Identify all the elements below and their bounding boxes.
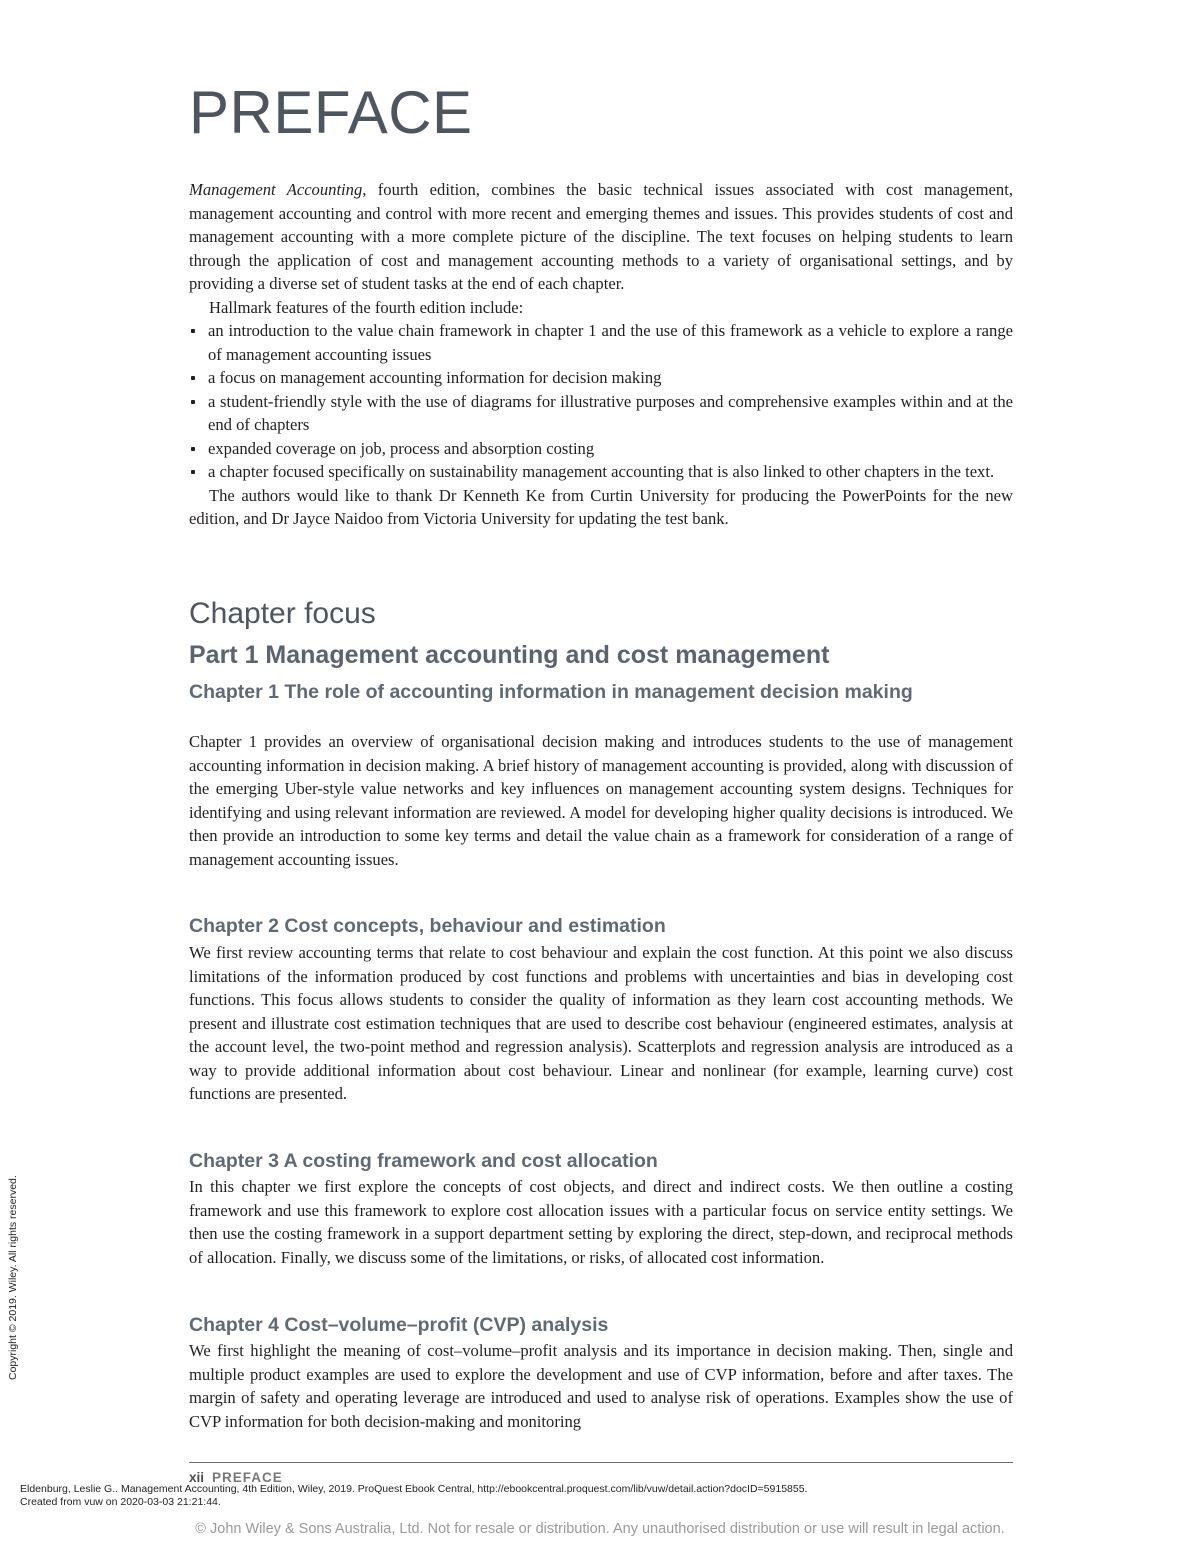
feature-item: a student-friendly style with the use of diagrams for illustrative purposes and comprehensive examples within and at the end of chapters — [189, 390, 1013, 437]
feature-item: a chapter focused specifically on sustainability management accounting that is also linked to other chapters in the text. — [189, 460, 1013, 484]
intro-section — [189, 178, 1013, 531]
chapter-heading: Chapter 3 A costing framework and cost allocation — [189, 1150, 658, 1172]
citation-block — [20, 1483, 807, 1509]
chapter-heading: Chapter 2 Cost concepts, behaviour and estimation — [189, 915, 666, 937]
hallmark-intro: Hallmark features of the fourth edition include: — [209, 297, 524, 317]
chapter-heading: Chapter 1 The role of accounting information in management decision making — [189, 681, 913, 703]
running-footer-label: PREFACE — [212, 1470, 283, 1485]
page-number: xii — [189, 1470, 205, 1485]
intro-paragraph — [189, 178, 1013, 296]
page-title: PREFACE — [189, 79, 473, 146]
chapter-summary: Chapter 1 provides an overview of organisational decision making and introduces students to the use of management accounting information in decision making. A brief history of management accounting is provided, along with discussion of the emerging Uber-style value networks and key influences on management accounting system designs. Techniques for identifying and using relevant information are reviewed. A model for developing higher quality decisions is introduced. We then provide an introduction to some key terms and detail the value chain as a framework for consideration of a range of management accounting issues. — [189, 732, 1013, 869]
side-copyright: Copyright © 2019. Wiley. All rights reserved. — [7, 1175, 19, 1380]
copyright-footer: © John Wiley & Sons Australia, Ltd. Not for resale or distribution. Any unauthorised distribution or use will result in legal action. — [195, 1521, 1005, 1537]
created-from-line: Created from vuw on 2020-03-03 21:21:44. — [20, 1496, 221, 1508]
chapter-summary: We first highlight the meaning of cost–volume–profit analysis and its importance in decision making. Then, single and multiple product examples are used to explore the development and use of CVP information, before and after taxes. The margin of safety and operating leverage are introduced and used to analyse risk of operations. Examples show the use of CVP information for both decision-making and monitoring — [189, 1341, 1013, 1431]
book-title: Management Accounting — [189, 180, 363, 199]
feature-list — [189, 319, 1013, 484]
chapter-focus-heading: Chapter focus — [189, 597, 376, 630]
chapter-summary: In this chapter we first explore the concepts of cost objects, and direct and indirect costs. We then outline a costing framework and use this framework to explore cost allocation issues with a particular focus on service entity settings. We then use the costing framework in a support department setting by exploring the direct, step-down, and reciprocal methods of allocation. Finally, we discuss some of the limitations, or risks, of allocated cost information. — [189, 1177, 1013, 1267]
intro-paragraph-text: , fourth edition, combines the basic technical issues associated with cost management, management accounting and control with more recent and emerging themes and issues. This provides students of cost and management accounting with a more complete picture of the discipline. The text focuses on helping students to learn through the application of cost and management accounting methods to a variety of organisational settings, and by providing a diverse set of student tasks at the end of each chapter. — [189, 180, 1013, 293]
feature-item: a focus on management accounting information for decision making — [189, 366, 1013, 390]
feature-item: expanded coverage on job, process and absorption costing — [189, 437, 1013, 461]
chapter-summary: We first review accounting terms that relate to cost behaviour and explain the cost function. At this point we also discuss limitations of the information produced by cost functions and problems with uncertainties and bias in developing cost functions. This focus allows students to consider the quality of information as they learn cost accounting methods. We present and illustrate cost estimation techniques that are used to describe cost behaviour (engineered estimates, analysis at the account level, the two-point method and regression analysis). Scatterplots and regression analysis are introduced as a way to provide additional information about cost behaviour. Linear and nonlinear (for example, learning curve) cost functions are presented. — [189, 943, 1013, 1103]
part-heading: Part 1 Management accounting and cost management — [189, 641, 830, 669]
citation-line: Eldenburg, Leslie G.. Management Accounting, 4th Edition, Wiley, 2019. ProQuest Ebook Central, http://ebookcentral.proquest.com/lib/vuw/detail.action?docID=5915855. — [20, 1483, 808, 1495]
feature-item: an introduction to the value chain framework in chapter 1 and the use of this framework as a vehicle to explore a range of management accounting issues — [189, 319, 1013, 366]
chapter-heading: Chapter 4 Cost–volume–profit (CVP) analysis — [189, 1314, 609, 1336]
footer-rule — [189, 1462, 1013, 1463]
acknowledgement: The authors would like to thank Dr Kenneth Ke from Curtin University for producing the PowerPoints for the new edition, and Dr Jayce Naidoo from Victoria University for updating the test bank. — [189, 485, 1013, 528]
